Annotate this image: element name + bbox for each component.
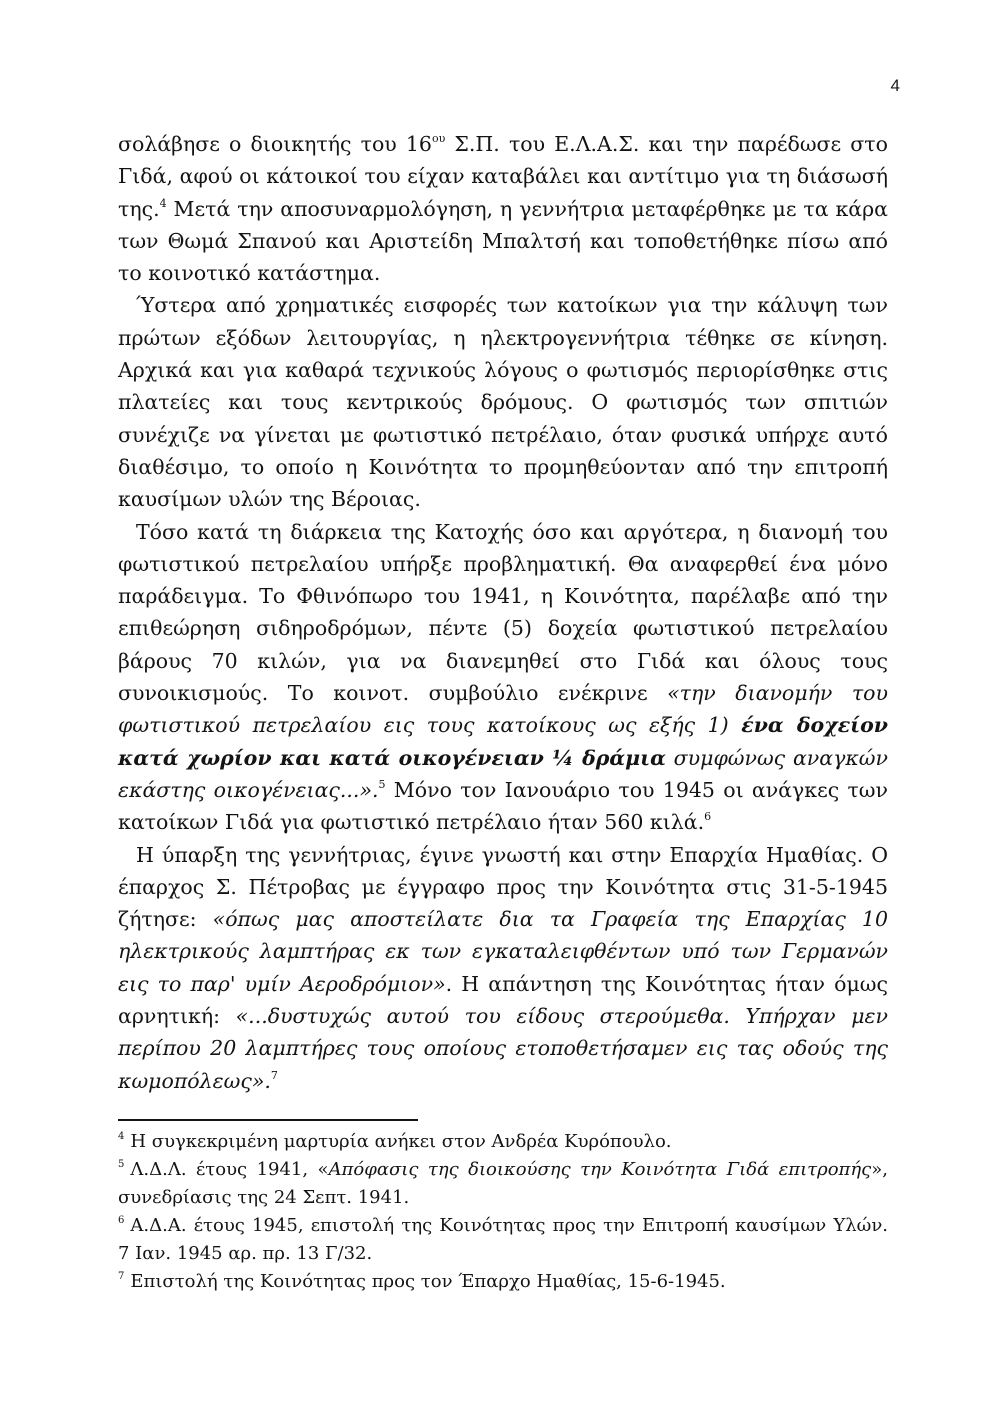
footnote-ref-7[interactable]: 7 — [270, 1068, 278, 1082]
page-number: 4 — [890, 76, 900, 95]
footnote-ref-6[interactable]: 6 — [704, 810, 712, 824]
text: Η ύπαρξη της γεννήτριας, έγινε γνωστή και στην Επαρχία Ημαθίας. Ο έπαρχος Σ. Πέτροβας με έγγραφο προς την Κοινότητα στις 31-5-1945 ζήτησε: — [118, 842, 888, 932]
footnote-number: 4 — [118, 1131, 125, 1142]
footnote-4 — [118, 1128, 888, 1156]
paragraph-4 — [118, 839, 888, 1097]
emphasized-quote: ένα δοχείον κατά χωρίον και κατά οικογένειαν ¼ δράμια — [118, 713, 888, 770]
body-text — [118, 128, 888, 1097]
footnote-7 — [118, 1268, 888, 1296]
quote-text: συμφώνως αναγκών εκάστης οικογένειας...». — [118, 745, 888, 802]
quote-text: «...δυστυχώς αυτού του είδους στερούμεθα. Υπήρχαν μεν περίπου 20 λαμπτήρες τους οποίους ετοποθετήσαμεν εις τας οδούς της κωμοπόλεως». — [118, 1004, 888, 1093]
text: σολάβησε ο διοικητής του 16 — [118, 132, 432, 156]
footnote-number: 7 — [118, 1271, 125, 1282]
footnote-text: Επιστολή της Κοινότητας προς τον Έπαρχο Ημαθίας, 15-6-1945. — [130, 1271, 726, 1292]
text: Μόνο τον Ιανουάριο του 1945 οι ανάγκες των κατοίκων Γιδά για φωτιστικό πετρέλαιο ήταν 560 κιλά. — [118, 777, 888, 835]
footnote-number: 6 — [118, 1215, 125, 1226]
footnote-6 — [118, 1212, 888, 1268]
footnote-text: Α.Δ.Α. έτους 1945, επιστολή της Κοινότητας προς την Επιτροπή καυσίμων Υλών. 7 Ιαν. 1945 αρ. πρ. 13 Γ/32. — [118, 1215, 888, 1264]
paragraph-3 — [118, 516, 888, 839]
quote-text: «την διανομήν του φωτιστικού πετρελαίου εις τους κατοίκους ως εξής 1) — [118, 681, 888, 738]
footnote-text: », συνεδρίασις της 24 Σεπτ. 1941. — [118, 1159, 888, 1208]
ordinal-suffix: ου — [431, 132, 446, 145]
paragraph-1 — [118, 128, 888, 289]
paragraph-2: Ύστερα από χρηματικές εισφορές των κατοίκων για την κάλυψη των πρώτων εξόδων λειτουργίας, η ηλεκτρογεννήτρια τέθηκε σε κίνηση. Αρχικά και για καθαρά τεχνικούς λόγους ο φωτισμός περιορίσθηκε στις πλατείες και τους κεντρικούς δρόμους. Ο φωτισμός των σπιτιών συνέχιζε να γίνεται με φωτιστικό πετρέλαιο, όταν φυσικά υπήρχε αυτό διαθέσιμο, το οποίο η Κοινότητα το προμηθεύονταν από την επιτροπή καυσίμων υλών της Βέροιας. — [118, 293, 888, 512]
footnote-5 — [118, 1156, 888, 1212]
footnote-ref-5[interactable]: 5 — [378, 777, 386, 791]
footnotes — [118, 1128, 888, 1296]
text: Σ.Π. του Ε.Λ.Α.Σ. και την παρέδωσε στο Γιδά, αφού οι κάτοικοί του είχαν καταβάλει και αντίτιμο για τη διάσωσή της. — [118, 132, 888, 221]
quote-text: «όπως μας αποστείλατε δια τα Γραφεία της Επαρχίας 10 ηλεκτρικούς λαμπτήρας εκ των εγκαταλειφθέντων υπό των Γερμανών εις το παρ' υμίν Αεροδρόμιον» — [118, 907, 888, 996]
footnote-title: Απόφασις της διοικούσης την Κοινότητα Γιδά επιτροπής — [328, 1159, 872, 1180]
text: Μετά την αποσυναρμολόγηση, η γεννήτρια μεταφέρθηκε με τα κάρα των Θωμά Σπανού και Αριστείδη Μπαλτσή και τοποθετήθηκε πίσω από το κοινοτικό κατάστημα. — [118, 196, 888, 286]
footnote-text: Η συγκεκριμένη μαρτυρία ανήκει στον Ανδρέα Κυρόπουλο. — [130, 1131, 672, 1152]
footnote-number: 5 — [118, 1159, 125, 1170]
text: . Η απάντηση της Κοινότητας ήταν όμως αρνητική: — [118, 971, 888, 1029]
footnote-ref-4[interactable]: 4 — [159, 196, 167, 210]
footnote-text: Λ.Δ.Λ. έτους 1941, « — [130, 1159, 329, 1180]
text: Τόσο κατά τη διάρκεια της Κατοχής όσο και αργότερα, η διανομή του φωτιστικού πετρελαίου υπήρξε προβληματική. Θα αναφερθεί ένα μόνο παράδειγμα. Το Φθινόπωρο του 1941, η Κοινότητα, παρέλαβε από την επιθεώρηση σιδηροδρόμων, πέντε (5) δοχεία φωτιστικού πετρελαίου βάρους 70 κιλών, για να διανεμηθεί στο Γιδά και όλους τους συνοικισμούς. Το κοινοτ. συμβούλιο ενέκρινε — [118, 519, 888, 706]
footnote-divider — [118, 1119, 418, 1121]
